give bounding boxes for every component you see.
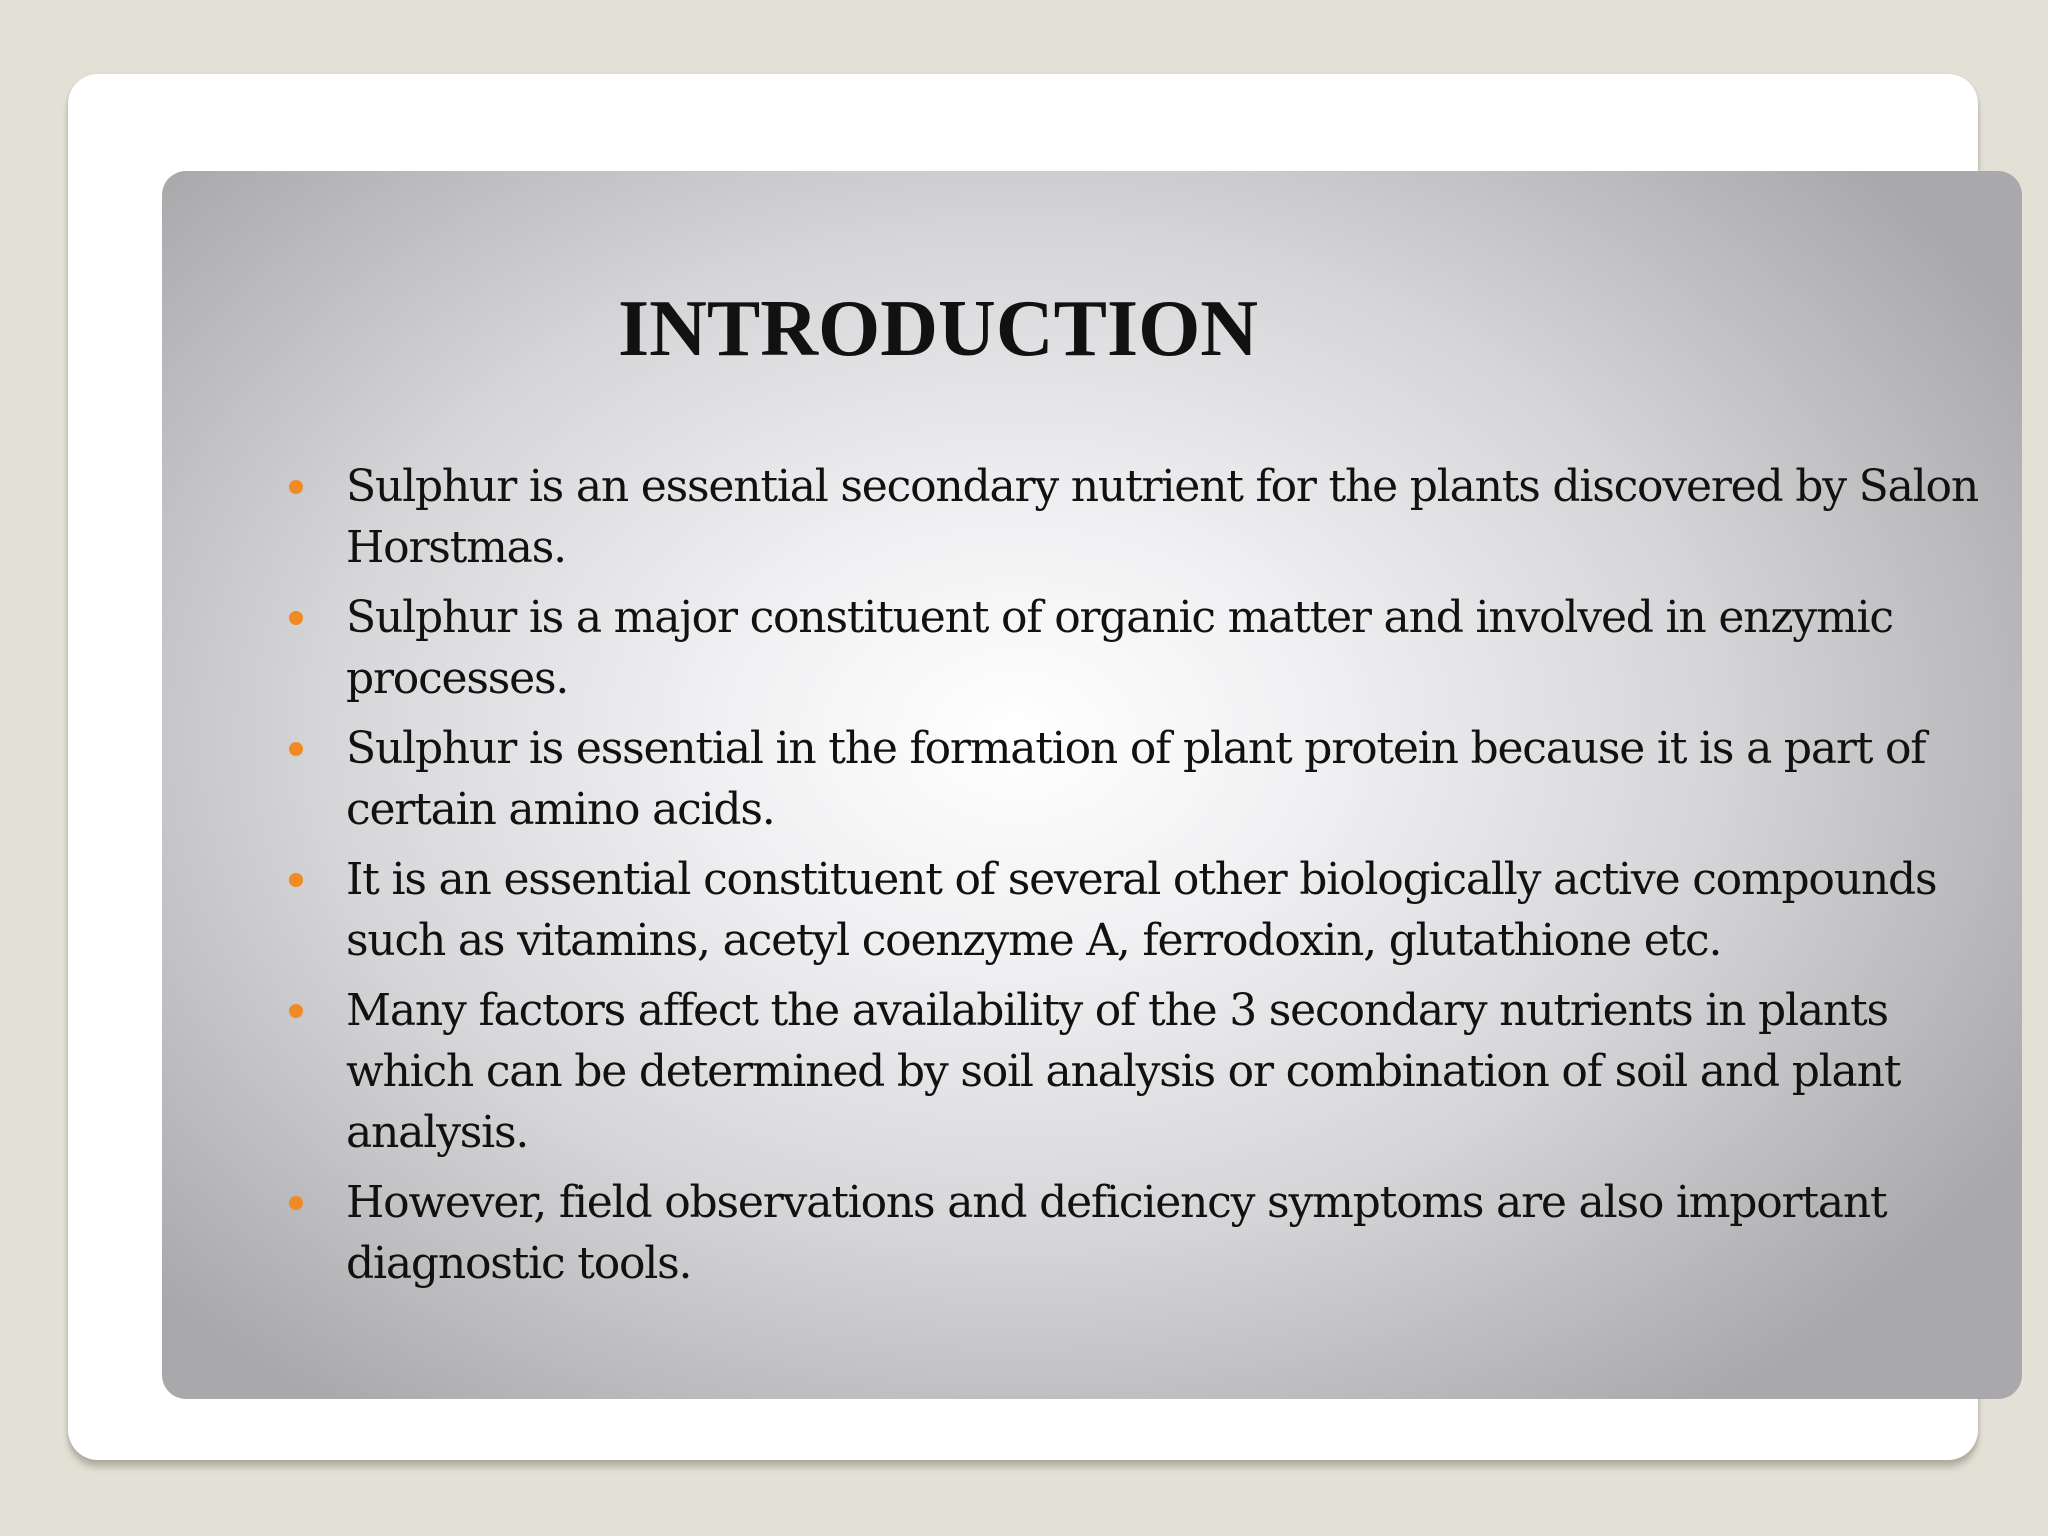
list-item xyxy=(254,456,1994,578)
list-item xyxy=(254,1172,1994,1294)
list-item xyxy=(254,718,1994,840)
bullet-text: It is an essential constituent of several other biologically active compounds such as vitamins, acetyl coenzyme A, ferrodoxin, glutathione etc. xyxy=(346,854,1937,966)
bullet-dot-icon xyxy=(289,1196,303,1210)
bullet-dot-icon xyxy=(289,873,303,887)
list-item xyxy=(254,980,1994,1163)
bullet-dot-icon xyxy=(289,480,303,494)
bullet-dot-icon xyxy=(289,611,303,625)
slide-card xyxy=(68,74,1978,1460)
bullet-dot-icon xyxy=(289,1004,303,1018)
bullet-text: Sulphur is a major constituent of organic matter and involved in enzymic processes. xyxy=(346,592,1893,704)
bullet-text: However, field observations and deficiency symptoms are also important diagnostic tools. xyxy=(346,1177,1887,1289)
bullet-text: Many factors affect the availability of the 3 secondary nutrients in plants which can be determined by soil analysis or combination of soil and plant analysis. xyxy=(346,985,1901,1158)
bullet-text: Sulphur is essential in the formation of plant protein because it is a part of certain amino acids. xyxy=(346,723,1926,835)
list-item xyxy=(254,587,1994,709)
bullet-list xyxy=(254,456,1994,1303)
bullet-dot-icon xyxy=(289,742,303,756)
slide-content-panel xyxy=(162,171,2022,1399)
slide-title: INTRODUCTION xyxy=(618,285,1259,373)
bullet-text: Sulphur is an essential secondary nutrient for the plants discovered by Salon Horstmas. xyxy=(346,461,1978,573)
list-item xyxy=(254,849,1994,971)
